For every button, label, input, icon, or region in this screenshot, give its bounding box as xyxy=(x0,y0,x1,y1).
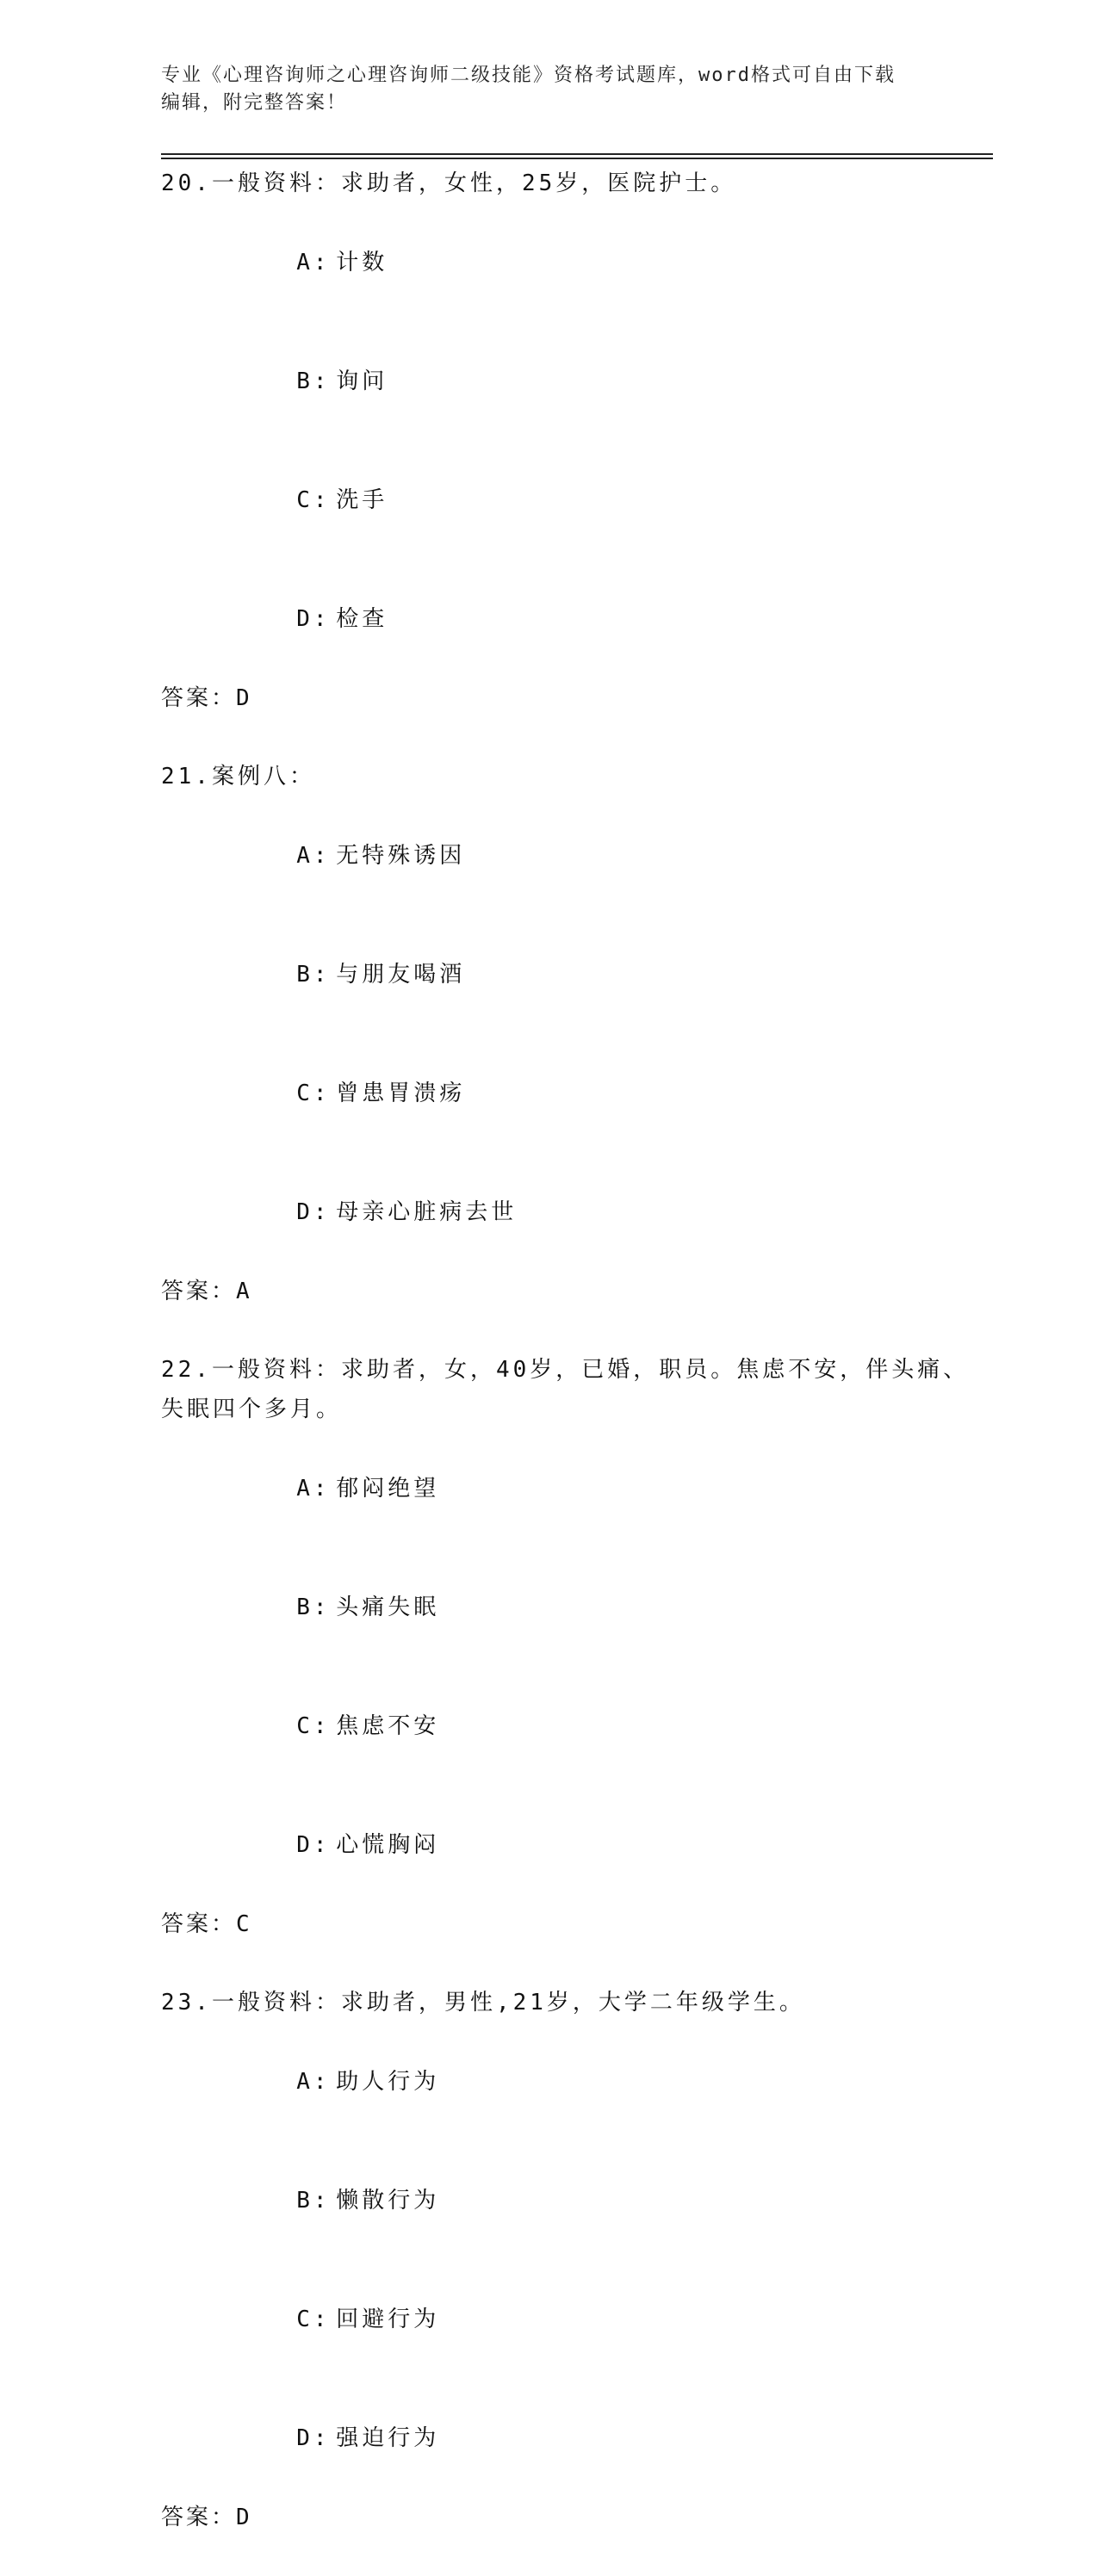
option-text: 洗手 xyxy=(336,487,388,513)
option-key: C: xyxy=(296,2307,331,2332)
option-c xyxy=(161,2260,979,2379)
question-item xyxy=(161,164,979,718)
answer-label: 答案： xyxy=(161,1911,237,1937)
answer-value: D xyxy=(236,685,253,711)
option-a xyxy=(161,1429,979,1548)
option-c xyxy=(161,1667,979,1786)
answer-label: 答案： xyxy=(161,685,237,711)
option-text: 回避行为 xyxy=(336,2307,440,2332)
option-key: B: xyxy=(296,1595,331,1620)
option-a xyxy=(161,203,979,322)
option-key: C: xyxy=(296,1081,331,1106)
question-list xyxy=(161,164,979,2576)
option-key: A: xyxy=(296,2069,331,2095)
question-stem: 20.一般资料：求助者，女性，25岁，医院护士。 xyxy=(161,170,737,196)
question-item xyxy=(161,1350,979,1944)
option-text: 计数 xyxy=(336,250,388,276)
option-text: 心慌胸闷 xyxy=(336,1832,440,1858)
answer xyxy=(161,678,979,718)
option-key: D: xyxy=(296,606,331,632)
option-b xyxy=(161,1548,979,1667)
header-divider-bottom xyxy=(161,158,993,159)
answer-label: 答案： xyxy=(161,2505,237,2530)
answer-label: 答案： xyxy=(161,1279,237,1304)
option-d xyxy=(161,1153,979,1272)
option-text: 与朋友喝酒 xyxy=(336,962,466,988)
option-c xyxy=(161,441,979,560)
answer xyxy=(161,1904,979,1944)
answer xyxy=(161,2498,979,2537)
option-key: A: xyxy=(296,1476,331,1502)
option-c xyxy=(161,1034,979,1153)
answer xyxy=(161,1272,979,1311)
option-text: 曾患胃溃疡 xyxy=(336,1081,466,1106)
option-key: B: xyxy=(296,368,331,394)
document-header xyxy=(161,62,936,117)
option-b xyxy=(161,915,979,1034)
option-text: 郁闷绝望 xyxy=(336,1476,440,1502)
question-stem: 23.一般资料：求助者，男性,21岁，大学二年级学生。 xyxy=(161,1990,805,2016)
question-stem: 21.案例八： xyxy=(161,764,315,790)
option-key: A: xyxy=(296,843,331,869)
option-text: 无特殊诱因 xyxy=(336,843,466,869)
option-d xyxy=(161,560,979,678)
option-text: 助人行为 xyxy=(336,2069,440,2095)
option-d xyxy=(161,2379,979,2498)
answer-value: D xyxy=(236,2505,253,2530)
option-text: 强迫行为 xyxy=(336,2425,440,2451)
option-d xyxy=(161,1786,979,1904)
option-text: 头痛失眠 xyxy=(336,1595,440,1620)
question-stem: 22.一般资料：求助者，女，40岁，已婚，职员。焦虑不安，伴头痛、 xyxy=(161,1357,970,1383)
option-text: 母亲心脏病去世 xyxy=(336,1199,518,1225)
option-key: C: xyxy=(296,1713,331,1739)
answer-value: C xyxy=(236,1911,253,1937)
option-key: D: xyxy=(296,1832,331,1858)
header-line-2: 编辑，附完整答案！ xyxy=(161,92,348,114)
question-item xyxy=(161,1983,979,2537)
option-b xyxy=(161,322,979,441)
option-key: C: xyxy=(296,487,331,513)
header-divider-top xyxy=(161,153,993,155)
option-text: 检查 xyxy=(336,606,388,632)
option-key: B: xyxy=(296,962,331,988)
option-text: 懒散行为 xyxy=(336,2188,440,2214)
option-key: B: xyxy=(296,2188,331,2214)
option-text: 焦虑不安 xyxy=(336,1713,440,1739)
option-key: D: xyxy=(296,2425,331,2451)
option-text: 询问 xyxy=(336,368,388,394)
question-stem-continued: 失眠四个多月。 xyxy=(161,1396,343,1422)
option-a xyxy=(161,796,979,915)
option-b xyxy=(161,2141,979,2260)
option-a xyxy=(161,2022,979,2141)
question-item xyxy=(161,757,979,1311)
option-key: D: xyxy=(296,1199,331,1225)
header-line-1: 专业《心理咨询师之心理咨询师二级技能》资格考试题库，word格式可自由下载 xyxy=(161,65,896,86)
answer-value: A xyxy=(236,1279,253,1304)
option-key: A: xyxy=(296,250,331,276)
